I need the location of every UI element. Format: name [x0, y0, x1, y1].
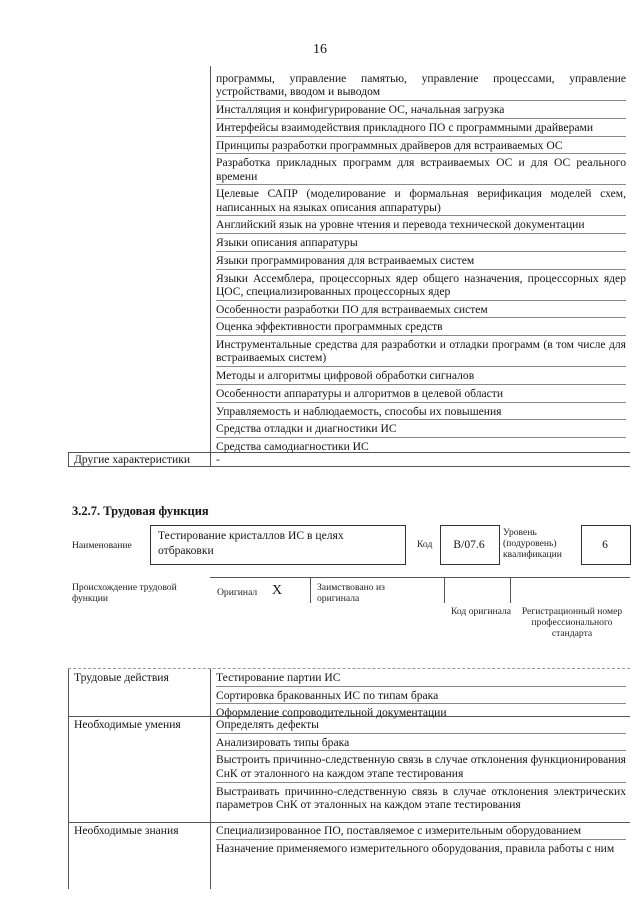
other-characteristics-label: Другие характеристики [74, 453, 191, 466]
list-item: Особенности разработки ПО для встраиваемых систем [216, 303, 626, 319]
origin-divider [444, 577, 445, 603]
labor-actions-label: Трудовые действия [74, 671, 169, 684]
skills-list [216, 72, 626, 457]
origin-border [210, 577, 630, 578]
origin-divider [310, 577, 311, 603]
required-skills-list [216, 718, 626, 815]
table-divider [210, 669, 211, 889]
list-item: Специализированное ПО, поставляемое с измерительным оборудованием [216, 824, 626, 840]
table-border [68, 668, 630, 669]
list-item: Интерфейсы взаимодействия прикладного ПО с программными драйверами [216, 121, 626, 137]
code-value: B/07.6 [453, 538, 485, 551]
list-item: Выстраивать причинно-следственную связь в случае отклонения электрических параметров СнК от эталонных на каждом этапе тестирования [216, 784, 626, 811]
table-divider [210, 66, 211, 466]
borrowed-label: Заимствовано из оригинала [317, 582, 385, 604]
required-skills-label: Необходимые умения [74, 718, 181, 731]
code-label: Код [417, 539, 433, 550]
list-item: Методы и алгоритмы цифровой обработки сигналов [216, 369, 626, 385]
list-item: Управляемость и наблюдаемость, способы их повышения [216, 405, 626, 421]
list-item: Инструментальные средства для разработки и отладки программ (в том числе для встраиваемых систем) [216, 338, 626, 367]
list-item: Тестирование партии ИС [216, 671, 626, 687]
table-divider [68, 452, 69, 466]
origin-divider [510, 577, 511, 603]
original-mark: X [272, 583, 283, 598]
list-item: Языки программирования для встраиваемых систем [216, 254, 626, 270]
list-item: Оформление сопроводительной документации [216, 706, 447, 720]
list-item: программы, управление памятью, управление процессами, управление устройствами, вводом и выводом [216, 72, 626, 101]
labor-actions-list [216, 671, 626, 723]
list-item: Принципы разработки программных драйверов для встраиваемых ОС [216, 139, 626, 155]
table-border [68, 822, 630, 823]
list-item: Сортировка бракованных ИС по типам брака [216, 689, 626, 705]
list-item: Оценка эффективности программных средств [216, 320, 626, 336]
level-value: 6 [602, 538, 608, 551]
list-item: Английский язык на уровне чтения и перевода технической документации [216, 218, 626, 234]
list-item: Языки Ассемблера, процессорных ядер общего назначения, процессорных ядер ЦОС, специализированных процессорных ядер [216, 272, 626, 301]
table-divider [68, 669, 69, 889]
page-number: 16 [313, 42, 327, 57]
list-item: Определять дефекты [216, 718, 626, 734]
list-item: Средства отладки и диагностики ИС [216, 422, 626, 438]
original-label: Оригинал [217, 587, 258, 598]
table-border [68, 466, 630, 467]
name-label: Наименование [72, 540, 132, 551]
list-item: Разработка прикладных программ для встраиваемых ОС и для ОС реального времени [216, 156, 626, 185]
required-knowledge-list [216, 824, 626, 858]
list-item: Назначение применяемого измерительного оборудования, правила работы с ним [216, 841, 615, 855]
list-item: Особенности аппаратуры и алгоритмов в целевой области [216, 387, 626, 403]
other-characteristics-value: - [216, 453, 220, 466]
list-item: Языки описания аппаратуры [216, 236, 626, 252]
level-label: Уровень (подуровень) квалификации [503, 527, 562, 560]
origin-label: Происхождение трудовой функции [72, 582, 177, 604]
list-item: Анализировать типы брака [216, 736, 626, 752]
list-item: Средства самодиагностики ИС [216, 439, 369, 453]
list-item: Целевые САПР (моделирование и формальная верификация моделей схем, написанных на языках описания аппаратуры) [216, 187, 626, 216]
list-item: Инсталляция и конфигурирование ОС, начальная загрузка [216, 103, 626, 119]
required-knowledge-label: Необходимые знания [74, 824, 179, 837]
reg-number-label: Регистрационный номер профессионального стандарта [521, 606, 623, 639]
section-title: 3.2.7. Трудовая функция [72, 504, 209, 518]
list-item: Выстроить причинно-следственную связь в случае отклонения функционирования СнК от эталонного на каждом этапе тестирования [216, 753, 626, 782]
code-original-label: Код оригинала [450, 606, 512, 617]
name-value: Тестирование кристаллов ИС в целях отбраковки [158, 529, 344, 557]
